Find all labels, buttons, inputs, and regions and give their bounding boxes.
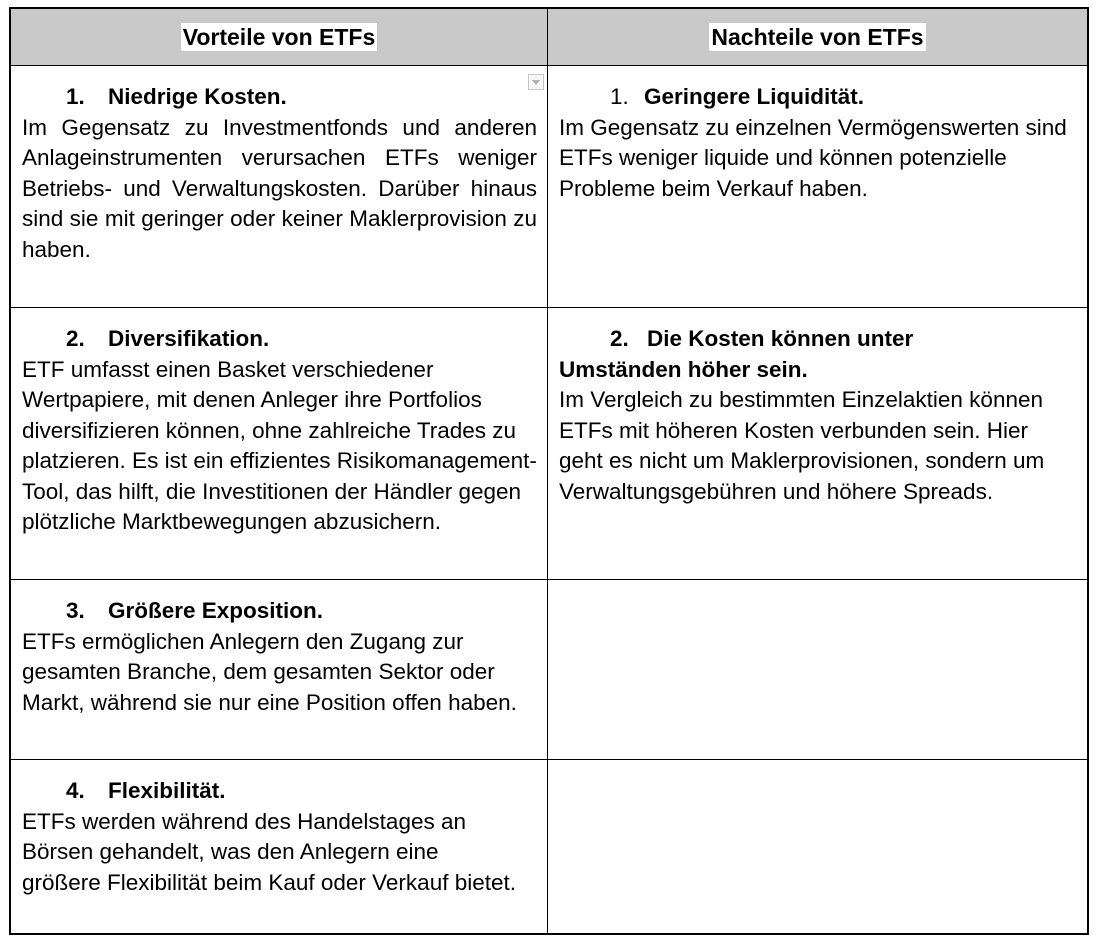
- advantage-cell-1[interactable]: [11, 66, 548, 308]
- disadvantage-cell-3-empty[interactable]: [548, 580, 1087, 760]
- disadvantage-text-2: Im Vergleich zu bestimmten Einzelaktien können ETFs mit höheren Kosten verbunden sein. Hier geht es nicht um Maklerprovisionen, sondern um Verwaltungsgebühren und höhere Spreads.: [559, 387, 1045, 504]
- advantage-title-1: 1. Niedrige Kosten.: [66, 84, 287, 109]
- advantage-cell-3[interactable]: [11, 580, 548, 760]
- advantage-title-2: 2. Diversifikation.: [66, 326, 270, 351]
- header-advantages-label: Vorteile von ETFs: [182, 24, 376, 50]
- etf-comparison-table: [9, 7, 1089, 935]
- header-disadvantages-label: Nachteile von ETFs: [711, 24, 924, 50]
- advantage-cell-4[interactable]: [11, 760, 548, 933]
- advantage-title-4: 4. Flexibilität.: [66, 778, 226, 803]
- advantage-text-1: Im Gegensatz zu Investmentfonds und anderen Anlageinstrumenten verursachen ETFs weniger Betriebs- und Verwaltungskosten. Darüber hinaus sind sie mit geringer oder keiner Maklerprovision zu haben.: [22, 114, 537, 262]
- chevron-down-icon[interactable]: [528, 74, 544, 90]
- disadvantage-cell-2[interactable]: [548, 308, 1087, 580]
- advantage-cell-2[interactable]: [11, 308, 548, 580]
- disadvantage-cell-1[interactable]: [548, 66, 1087, 308]
- disadvantage-cell-4-empty[interactable]: [548, 760, 1087, 933]
- advantage-text-2: ETF umfasst einen Basket verschiedener Wertpapiere, mit denen Anleger ihre Portfolios diversifizieren können, ohne zahlreiche Trades zu platzieren. Es ist ein effizientes Risikomanagement-Tool, das hilft, die Investitionen der Händler gegen plötzliche Marktbewegungen abzusichern.: [22, 356, 537, 534]
- advantage-text-3: ETFs ermöglichen Anlegern den Zugang zur gesamten Branche, dem gesamten Sektor oder Markt, während sie nur eine Position offen haben.: [22, 628, 517, 715]
- disadvantage-text-1: Im Gegensatz zu einzelnen Vermögenswerten sind ETFs weniger liquide und können potenzielle Probleme beim Verkauf haben.: [559, 114, 1067, 201]
- header-advantages: [11, 9, 548, 66]
- advantage-text-4: ETFs werden während des Handelstages an Börsen gehandelt, was den Anlegern eine größere Flexibilität beim Kauf oder Verkauf bietet.: [22, 808, 517, 895]
- disadvantage-title-2: 2. Die Kosten können unter: [610, 326, 914, 351]
- advantage-title-3: 3. Größere Exposition.: [66, 598, 324, 623]
- disadvantage-title-2-continued: Umständen höher sein.: [559, 356, 808, 382]
- header-disadvantages: [548, 9, 1087, 66]
- disadvantage-title-1: 1. Geringere Liquidität.: [610, 84, 865, 109]
